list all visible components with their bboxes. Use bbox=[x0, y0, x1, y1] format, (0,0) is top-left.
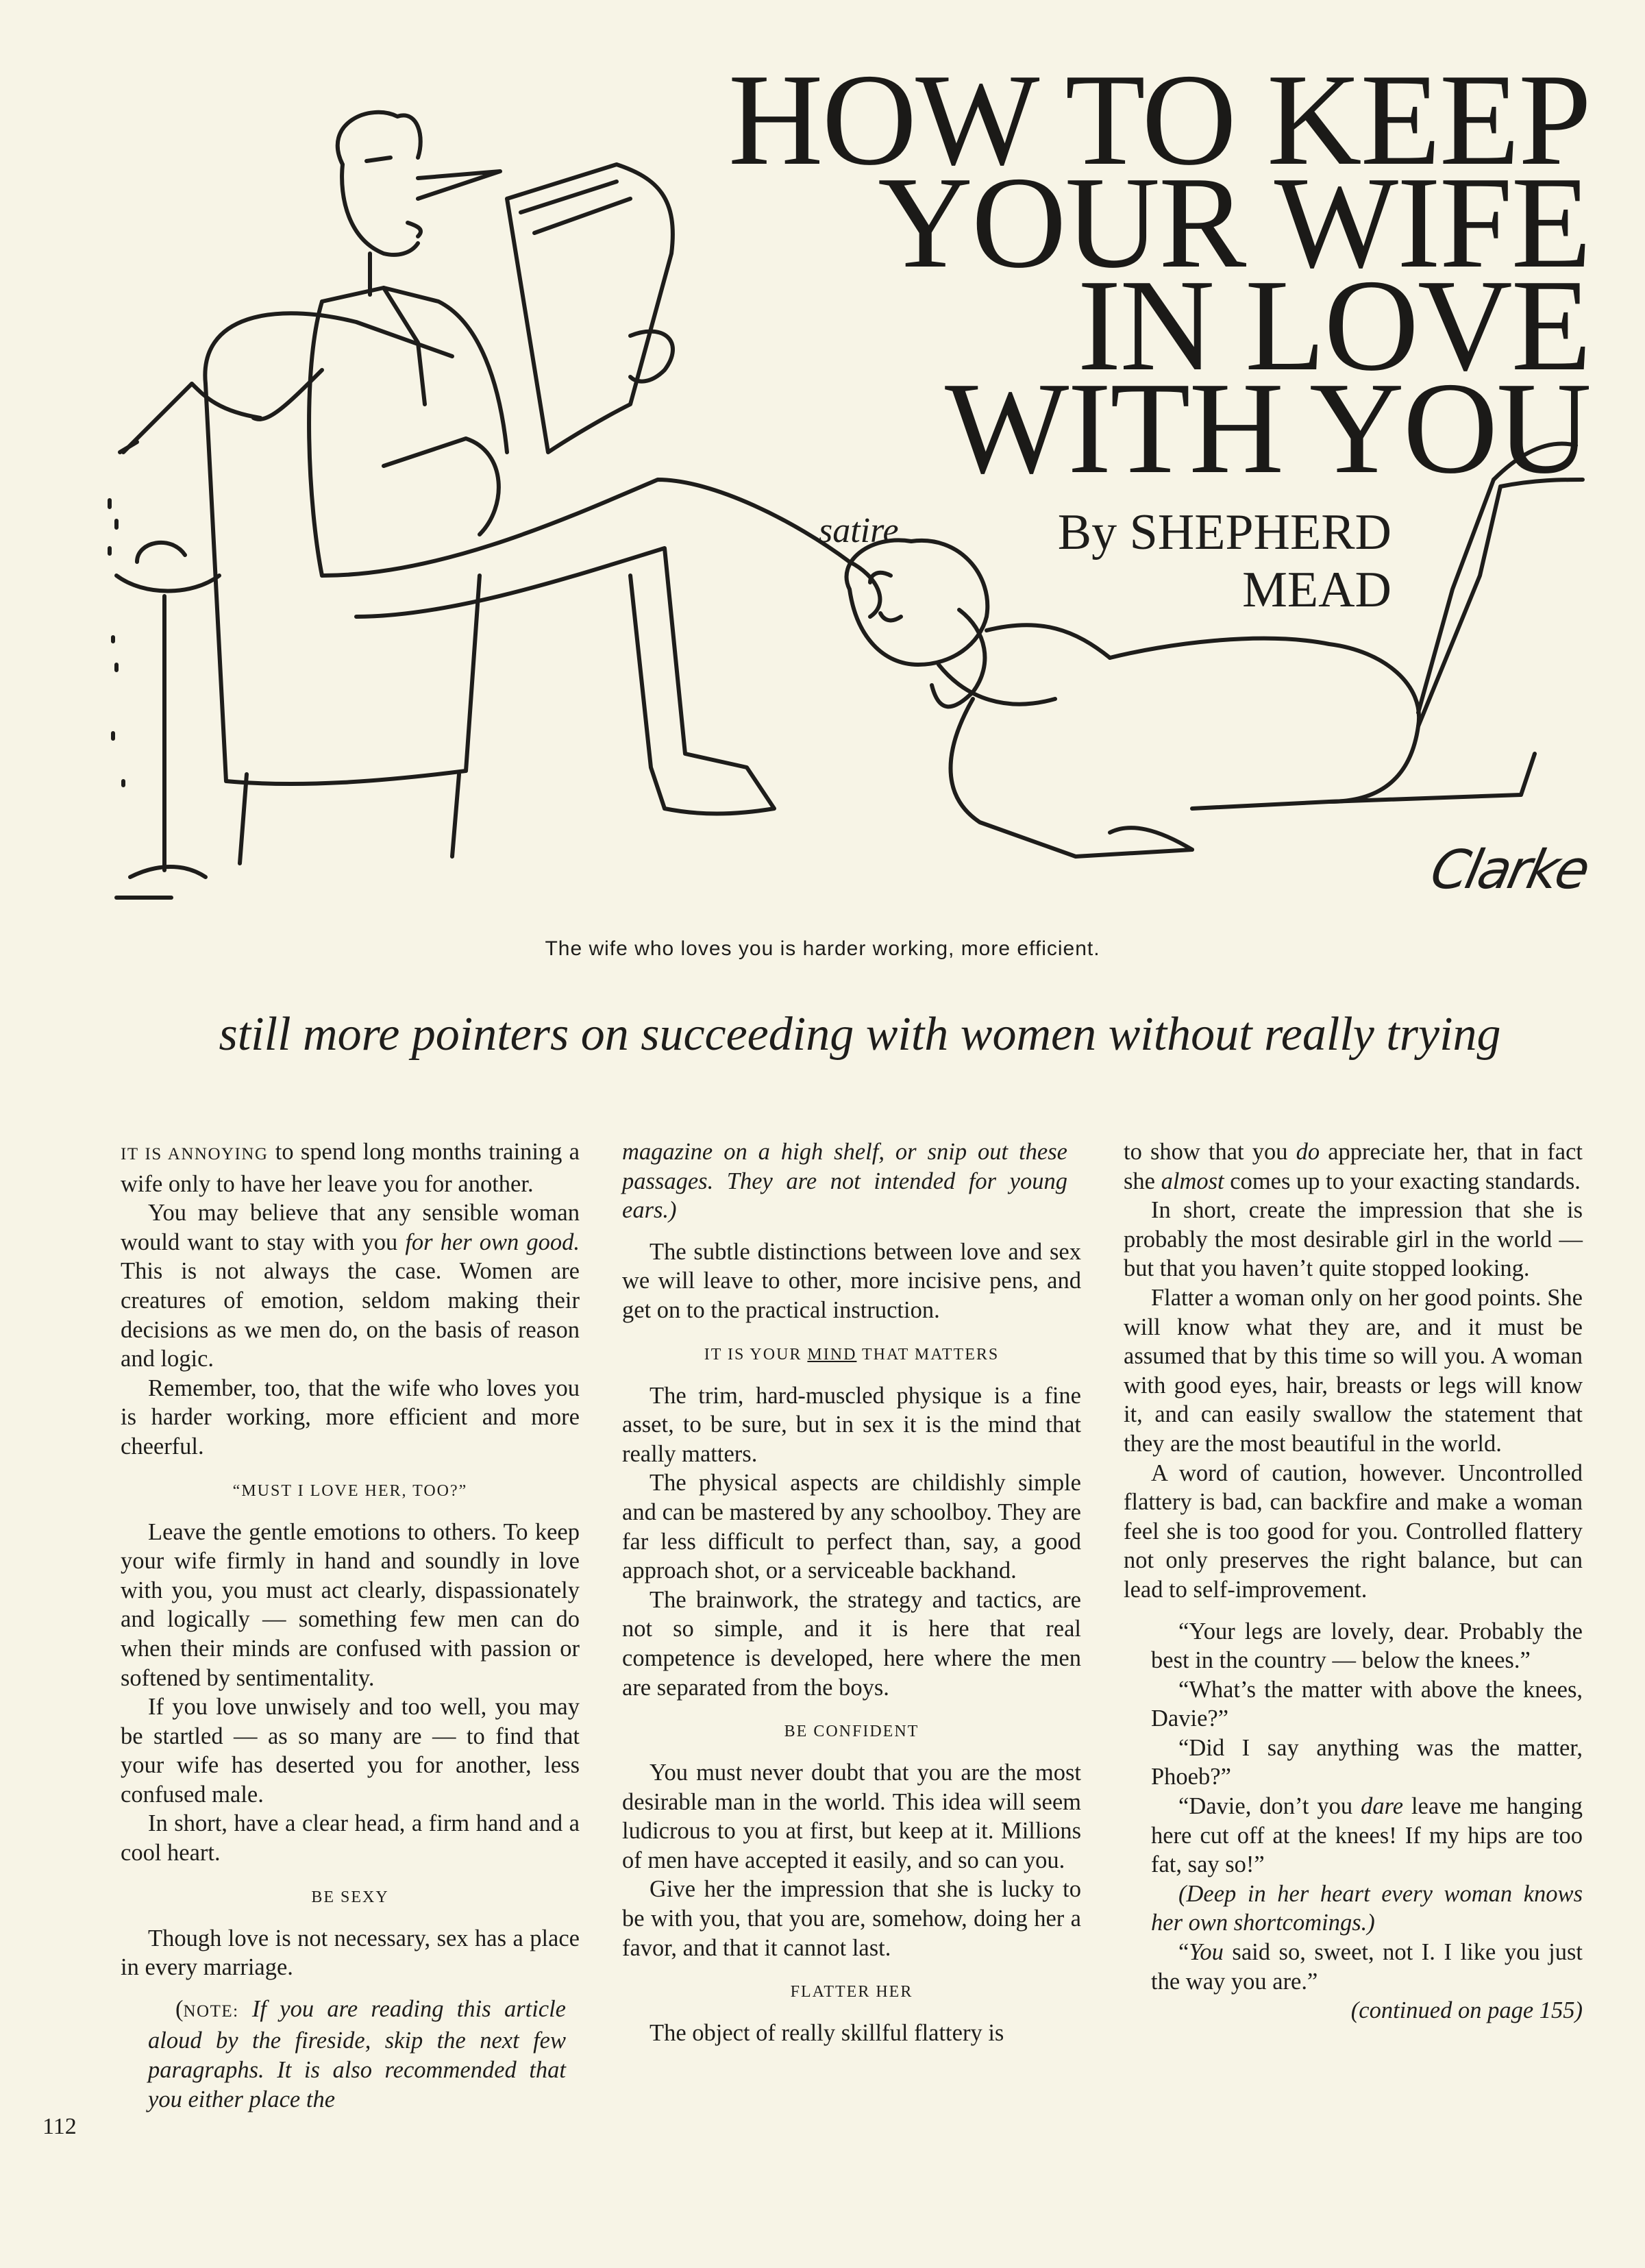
heading-underlined: MIND bbox=[807, 1345, 857, 1364]
paragraph-text: This is not always the case. Women are creatures of emotion, seldom making their decisions as we men do, on the basis of reason and logic. bbox=[121, 1258, 580, 1372]
paragraph-text: to show that you bbox=[1124, 1139, 1296, 1165]
paragraph: Give her the impression that she is lucky to be with you, that you are, somehow, doing her a favor, and that it cannot last. bbox=[622, 1876, 1081, 1961]
paragraph: Though love is not necessary, sex has a place in every marriage. bbox=[121, 1925, 580, 1981]
paragraph-text: You may believe that any sensible woman would want to stay with you bbox=[121, 1200, 580, 1255]
section-heading bbox=[622, 1344, 1081, 1365]
emphasis: for her own good. bbox=[405, 1229, 580, 1255]
note-paragraph: (NOTE: If you are reading this article aloud by the fireside, skip the next few paragraphs. It is also recommended that you either place the bbox=[148, 1995, 566, 2112]
paragraph bbox=[1124, 1137, 1583, 1196]
title-line: YOUR WIFE bbox=[878, 149, 1590, 295]
paragraph bbox=[121, 1198, 580, 1374]
dialogue-text: “ bbox=[1178, 1939, 1189, 1966]
emphasis: dare bbox=[1361, 1793, 1404, 1820]
artist-signature: Clarke bbox=[1425, 839, 1593, 901]
heading-text: IT IS YOUR bbox=[704, 1345, 808, 1364]
ashtray-stand bbox=[110, 500, 219, 898]
title-line: IN LOVE bbox=[1077, 252, 1590, 398]
note-text: If you are reading this article aloud by the fireside, skip the next few paragraphs. It is also recommended that you either place the bbox=[148, 1995, 566, 2112]
note-continuation: magazine on a high shelf, or snip out these passages. They are not intended for young ears.) bbox=[622, 1139, 1067, 1224]
aside-text: (Deep in her heart every woman knows her own shortcomings.) bbox=[1151, 1880, 1583, 1936]
dialogue-text: leave me hanging here cut off at the knees! If my hips are too fat, say so!” bbox=[1151, 1793, 1583, 1878]
article-subtitle: still more pointers on succeeding with women without really trying bbox=[219, 1008, 1501, 1061]
paragraph: The subtle distinctions between love and sex we will leave to other, more incisive pens, and get on to the practical instruction. bbox=[622, 1238, 1081, 1323]
continuation-note: (continued on page 155) bbox=[1350, 1997, 1583, 2024]
title-line: HOW TO KEEP bbox=[728, 47, 1590, 193]
byline-line: MEAD bbox=[1242, 562, 1392, 618]
dialogue-text: “Davie, don’t you bbox=[1178, 1793, 1361, 1820]
newspaper bbox=[507, 164, 673, 452]
paragraph: Leave the gentle emotions to others. To keep your wife firmly in hand and soundly in love with you, you must act clearly, dispassionately and logically — something few men can do when their minds are confused with passion or softened by sentimentality. bbox=[121, 1518, 580, 1691]
lead-in: IT IS ANNOYING bbox=[121, 1145, 269, 1163]
section-heading: BE CONFIDENT bbox=[784, 1723, 919, 1741]
paragraph-text: to spend long months training a wife only to have her leave you for another. bbox=[121, 1139, 580, 1197]
paragraph: Flatter a woman only on her good points. She will know what they are, and it must be assumed that by this time so will you. A woman with good eyes, hair, breasts or legs will know it, and can easily swallow the statement that they are the most beautiful in the world. bbox=[1124, 1284, 1583, 1457]
dialogue-line: “Your legs are lovely, dear. Probably the best in the country — below the knees.” bbox=[1151, 1618, 1583, 1674]
illustration-caption: The wife who loves you is harder working, more efficient. bbox=[545, 937, 1100, 960]
dialogue-line bbox=[1124, 1792, 1583, 1879]
paragraph-text: appreciate her, that in fact she bbox=[1124, 1139, 1583, 1194]
section-heading: “MUST I LOVE HER, TOO?” bbox=[232, 1481, 468, 1500]
article-title bbox=[728, 47, 1590, 501]
text-column-3 bbox=[1124, 1137, 1583, 2025]
paragraph: In short, create the impression that she is probably the most desirable girl in the world — but that you haven’t quite stopped looking. bbox=[1124, 1197, 1583, 1282]
paragraph: The brainwork, the strategy and tactics, are not so simple, and it is here that real competence is developed, here where the men are separated from the boys. bbox=[622, 1586, 1081, 1701]
emphasis: almost bbox=[1161, 1168, 1224, 1194]
dialogue-line: “What’s the matter with above the knees, Davie?” bbox=[1151, 1676, 1583, 1732]
paragraph bbox=[121, 1137, 580, 1198]
paragraph: In short, have a clear head, a firm hand and a cool heart. bbox=[121, 1810, 580, 1866]
byline-line: By SHEPHERD bbox=[1057, 504, 1392, 560]
emphasis: You bbox=[1189, 1939, 1224, 1966]
heading-text: THAT MATTERS bbox=[856, 1345, 1000, 1364]
text-column-1 bbox=[121, 1137, 580, 2114]
text-column-2 bbox=[622, 1137, 1081, 2048]
armchair bbox=[205, 313, 499, 863]
page-number: 112 bbox=[42, 2114, 77, 2139]
dialogue-text: said so, sweet, not I. I like you just the way you are.” bbox=[1151, 1939, 1583, 1995]
paragraph-text: comes up to your exacting standards. bbox=[1224, 1168, 1581, 1194]
paragraph: The object of really skillful flattery is bbox=[650, 2020, 1004, 2047]
dialogue-line: “Did I say anything was the matter, Phoeb?” bbox=[1151, 1734, 1583, 1790]
section-heading: FLATTER HER bbox=[790, 1983, 913, 2001]
byline bbox=[1058, 504, 1392, 619]
aside-line bbox=[1124, 1879, 1583, 1938]
dialogue-line bbox=[1124, 1938, 1583, 1996]
paragraph: The trim, hard-muscled physique is a fine asset, to be sure, but in sex it is the mind that really matters. bbox=[622, 1382, 1081, 1467]
note-label: NOTE: bbox=[183, 2001, 239, 2021]
paragraph: The physical aspects are childishly simple and can be mastered by any schoolboy. They are far less difficult to perfect than, say, a good approach shot, or a serviceable backhand. bbox=[622, 1470, 1081, 1584]
section-heading: BE SEXY bbox=[311, 1888, 389, 1906]
paragraph: You must never doubt that you are the most desirable man in the world. This idea will seem ludicrous to you at first, but keep at it. Millions of men have accepted it easily, and so can you. bbox=[622, 1760, 1081, 1873]
paragraph: Remember, too, that the wife who loves you is harder working, more efficient and more cheerful. bbox=[121, 1375, 580, 1459]
paragraph: A word of caution, however. Uncontrolled flattery is bad, can backfire and make a woman feel she is too good for you. Controlled flattery not only preserves the right balance, but can lead to self-improvement. bbox=[1124, 1459, 1583, 1603]
paragraph: If you love unwisely and too well, you may be startled — as so many are — to find that your wife has deserted you for another, less confused male. bbox=[121, 1694, 580, 1808]
genre-label: satire bbox=[819, 511, 899, 550]
emphasis: do bbox=[1296, 1139, 1320, 1165]
title-line: WITH YOU bbox=[945, 355, 1590, 501]
